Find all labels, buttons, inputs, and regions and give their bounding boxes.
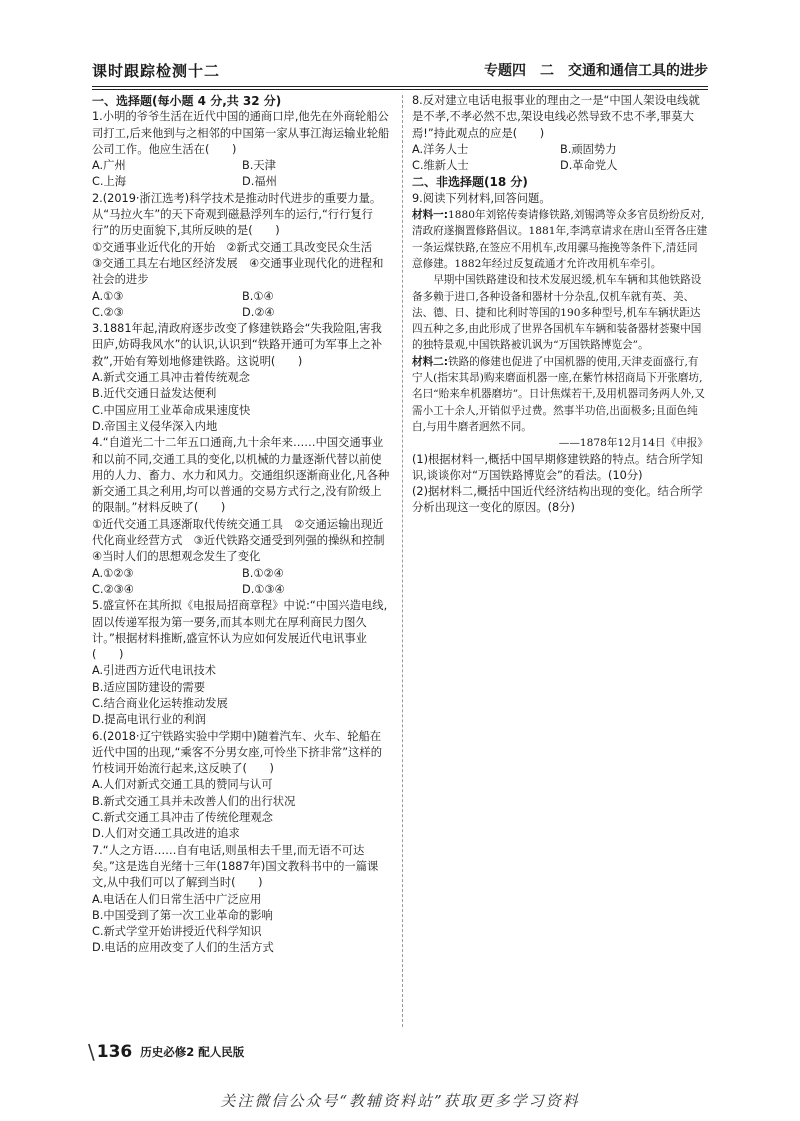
option-a: A.①②③ bbox=[92, 566, 134, 580]
page-slash-mark: \ bbox=[88, 1040, 95, 1064]
question-4 bbox=[92, 435, 396, 598]
option-d: D.帝国主义侵华深入内地 bbox=[92, 419, 218, 433]
option-c: C.新式交通工具冲击了传统伦理观念 bbox=[92, 811, 273, 825]
option-c: C.②③ bbox=[92, 305, 124, 319]
question-8 bbox=[412, 93, 708, 174]
option-a: A.电话在人们日常生活中广泛应用 bbox=[92, 892, 262, 906]
material-1-para-2: 早期中国铁路建设和技术发展迟缓,机车车辆和其他铁路设备多赖于进口,各种设备和器材十分杂乱,仅机车就有英、美、法、德、日、捷和比利时等国的190多种型号,机车车辆状距达四五种之多,由此形成了世界各国机车车辆和装备器材荟聚中国的独特景观,中国铁路被讥讽为“万国铁路博览会”。 bbox=[412, 274, 702, 352]
page-number: 136 bbox=[96, 1042, 133, 1062]
question-stem: 9.阅读下列材料,回答问题。 bbox=[412, 191, 551, 205]
question-stem: 2.(2019·浙江选考)科学技术是推动时代进步的重要力量。从“马拉火车”的天下奇观到磁悬浮列车的运行,“行行复行行”的历史面貌下,其所反映的是( ) bbox=[92, 191, 382, 238]
option-a: A.洋务人士 bbox=[412, 142, 469, 156]
option-b: B.适应国防建设的需要 bbox=[92, 680, 206, 694]
material-1-para-1: 1880年刘铭传奏请修铁路,刘锡鸿等众多官员纷纷反对,清政府遂搁置修路倡议。1881年,李鸿章请求在唐山至胥各庄建一条运煤铁路,在签应不用机车,改用骡马拖挽等条件下,清廷同意修建。1882年经过反复疏通才允许改用机车牵引。 bbox=[412, 209, 708, 270]
header-title-right: 专题四 二 交通和通信工具的进步 bbox=[484, 63, 708, 79]
question-stem: 5.盛宣怀在其所拟《电报局招商章程》中说:“中国兴造电线,固以传递军报为第一要务,而其本则尤在厚利商民力图久计。”根据材料推断,盛宣怀认为应如何发展近代电讯事业( ) bbox=[92, 599, 388, 662]
option-a: A.①③ bbox=[92, 289, 124, 303]
option-d: D.②④ bbox=[242, 305, 275, 319]
option-b: B.①②④ bbox=[242, 566, 284, 580]
option-d: D.提高电讯行业的利润 bbox=[92, 713, 206, 727]
material-source: ——1878年12月14日《申报》 bbox=[558, 437, 708, 450]
page-header bbox=[92, 60, 708, 82]
page-footer bbox=[88, 1041, 244, 1063]
option-c: C.中国应用工业革命成果速度快 bbox=[92, 403, 251, 417]
question-2 bbox=[92, 191, 392, 321]
option-d: D.电话的应用改变了人们的生活方式 bbox=[92, 941, 274, 955]
option-a: A.人们对新式交通工具的赞同与认可 bbox=[92, 778, 273, 792]
question-6 bbox=[92, 729, 392, 843]
material-1-label: 材料一: bbox=[412, 209, 449, 222]
option-c: C.新式学堂开始讲授近代科学知识 bbox=[92, 925, 262, 939]
question-7 bbox=[92, 843, 392, 957]
watermark-text: 关注微信公众号“教辅资料站”获取更多学习资料 bbox=[220, 1092, 580, 1110]
option-b: B.近代交通日益发达便利 bbox=[92, 387, 217, 401]
question-items: ①交通事业近代化的开始 ②新式交通工具改变民众生活 ③交通工具左右地区经济发展 ④交通事业现代化的进程和社会的进步 bbox=[92, 240, 384, 287]
question-stem: 3.1881年起,清政府逐步改变了修建铁路会“失我险阻,害我田庐,妨碍我风水”的认识,认识到“铁路开通可为军事上之补救”,开始有筹划地修建铁路。这说明( ) bbox=[92, 322, 383, 368]
question-5 bbox=[92, 598, 392, 728]
section1-title: 一、选择题(每小题 4 分,共 32 分) bbox=[92, 94, 282, 108]
question-3 bbox=[92, 321, 392, 435]
book-name: 历史必修2 配人民版 bbox=[140, 1045, 245, 1059]
left-column bbox=[92, 93, 396, 957]
question-stem: 4.“自道光二十二年五口通商,九十余年来……中国交通事业和以前不同,交通工具的变化,以机械的力量逐渐代替以前使用的人力、畜力、水力和风力。交通组织逐渐商业化,凡各种新交通工具之利用,均可以普通的交易方式行之,没有阶级上的限制。”材料反映了( ) bbox=[92, 436, 390, 515]
question-stem: 8.反对建立电话电报事业的理由之一是“中国人架设电线就是不孝,不孝必然不忠,架设电线必然导致不忠不孝,罪莫大焉!”持此观点的应是( ) bbox=[412, 94, 700, 140]
option-d: D.福州 bbox=[242, 175, 277, 189]
material-2-para-1: 铁路的修建也促进了中国机器的使用,天津麦面盛行,有宁人(指宋其昂)购来磨面机器一座,在紫竹林招商局下开张磨坊,名曰“贻来牟机器磨坊”。日计焦煤若干,及用机器司务两人外,又需小工十余人,开销似乎过费。然事半功倍,出面极多;且面色纯白,与用牛磨者迥然不同。 bbox=[412, 355, 706, 433]
question-9 bbox=[412, 191, 708, 517]
section2-title: 二、非选择题(18 分) bbox=[412, 175, 528, 190]
option-a: A.广州 bbox=[92, 159, 126, 173]
material-block bbox=[412, 207, 708, 451]
question-stem: 1.小明的爷爷生活在近代中国的通商口岸,他先在外商轮船公司打工,后来他到与之相邻的中国第一家从事江海运输业轮船公司工作。他应生活在( ) bbox=[92, 110, 390, 156]
column-divider bbox=[402, 95, 403, 1027]
subquestion-2: (2)据材料二,概括中国近代经济结构出现的变化。结合所学分析出现这一变化的原因。(8分) bbox=[412, 485, 703, 515]
question-1 bbox=[92, 109, 392, 190]
question-stem: 6.(2018·辽宁铁路实验中学期中)随着汽车、火车、轮船在近代中国的出现,“乘客不分男女座,可怜坐下挤非常”这样的竹枝词开始流行起来,这反映了( ) bbox=[92, 729, 383, 776]
option-a: A.引进西方近代电讯技术 bbox=[92, 664, 217, 678]
option-c: C.②③④ bbox=[92, 582, 134, 596]
option-d: D.革命党人 bbox=[560, 159, 618, 173]
option-b: B.天津 bbox=[242, 159, 276, 173]
option-b: B.①④ bbox=[242, 289, 274, 303]
material-2-label: 材料二: bbox=[412, 355, 449, 368]
option-b: B.新式交通工具并未改善人们的出行状况 bbox=[92, 794, 296, 808]
header-title-left: 课时跟踪检测十二 bbox=[92, 62, 221, 80]
header-rule bbox=[92, 86, 708, 87]
subquestion-1: (1)根据材料一,概括中国早期修建铁路的特点。结合所学知识,谈谈你对“万国铁路博览会”的看法。(10分) bbox=[412, 452, 703, 482]
option-b: B.顽固势力 bbox=[560, 142, 617, 156]
question-items: ①近代交通工具逐渐取代传统交通工具 ②交通运输出现近代化商业经营方式 ③近代铁路交通受到列强的操纵和控制 ④当时人们的思想观念发生了变化 bbox=[92, 517, 396, 564]
question-stem: 7.“人之方语……自有电话,则虽相去千里,而无语不可达矣。”这是选自光绪十三年(1887年)国文教科书中的一篇课文,从中我们可以了解到当时( ) bbox=[92, 843, 379, 890]
option-d: D.①③④ bbox=[242, 582, 285, 596]
option-b: B.中国受到了第一次工业革命的影响 bbox=[92, 908, 273, 922]
option-d: D.人们对交通工具改进的追求 bbox=[92, 827, 240, 841]
option-c: C.上海 bbox=[92, 175, 127, 189]
right-column bbox=[412, 93, 708, 517]
option-a: A.新式交通工具冲击着传统观念 bbox=[92, 371, 250, 385]
option-c: C.维新人士 bbox=[412, 159, 469, 173]
header-rule-thin bbox=[92, 89, 708, 90]
option-c: C.结合商业化运转推动发展 bbox=[92, 696, 228, 710]
